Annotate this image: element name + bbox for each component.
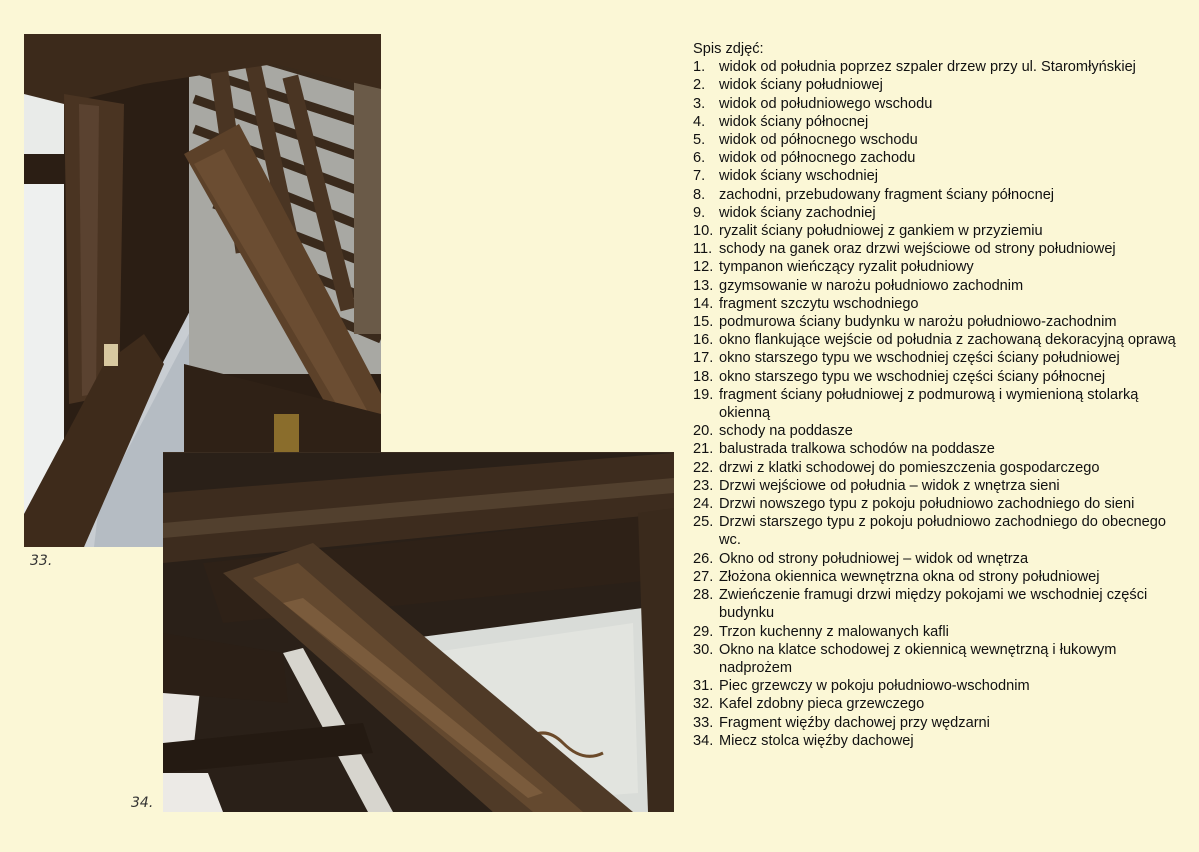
photo-label-34: 34. [131, 795, 154, 811]
list-item-text: ryzalit ściany południowej z gankiem w przyziemiu [719, 223, 1043, 240]
list-item-number: 10. [693, 223, 714, 240]
list-item-number: 26. [693, 550, 714, 567]
list-item-text: Złożona okiennica wewnętrzna okna od strony południowej [719, 568, 1100, 585]
list-item-number: 23. [693, 477, 714, 494]
list-item-text: Okno od strony południowej – widok od wnętrza [719, 550, 1029, 567]
list-item-text: okno flankujące wejście od południa z zachowaną dekoracyjną oprawą [719, 332, 1176, 349]
list-item-text: Piec grzewczy w pokoju południowo-wschodnim [719, 678, 1030, 695]
list-item-number: 30. [693, 641, 714, 658]
list-item-text: widok od północnego wschodu [719, 132, 918, 149]
list-item-text: Miecz stolca więźby dachowej [719, 732, 914, 749]
list-item [693, 440, 1183, 458]
list-item-text: schody na ganek oraz drzwi wejściowe od strony południowej [719, 241, 1116, 258]
list-item [693, 313, 1183, 331]
list-item-number: 6. [693, 150, 706, 167]
list-item [693, 95, 1183, 113]
list-item-number: 24. [693, 496, 714, 513]
list-item [693, 477, 1183, 495]
list-item [693, 677, 1183, 695]
list-item [693, 258, 1183, 276]
list-item-text: widok ściany wschodniej [719, 168, 878, 185]
list-item-text: Drzwi nowszego typu z pokoju południowo zachodniego do sieni [719, 496, 1135, 513]
list-item [693, 131, 1183, 149]
list-item [693, 513, 1183, 549]
list-item [693, 386, 1183, 422]
list-item [693, 586, 1183, 622]
list-item-number: 21. [693, 441, 714, 458]
list-item-number: 14. [693, 295, 714, 312]
list-item-text: Zwieńczenie framugi drzwi między pokojami we wschodniej części budynku [719, 587, 1148, 622]
list-item [693, 368, 1183, 386]
list-item-text: balustrada tralkowa schodów na poddasze [719, 441, 995, 458]
list-item [693, 149, 1183, 167]
photo-list-title: Spis zdjęć: [693, 41, 764, 57]
list-item-number: 17. [693, 350, 714, 367]
list-item-number: 33. [693, 714, 714, 731]
list-item-number: 5. [693, 132, 706, 149]
list-item-number: 15. [693, 314, 714, 331]
list-item-text: widok ściany zachodniej [719, 204, 876, 221]
list-item [693, 550, 1183, 568]
list-item-number: 2. [693, 77, 706, 94]
list-item-number: 9. [693, 204, 706, 221]
list-item [693, 277, 1183, 295]
list-item [693, 331, 1183, 349]
list-item-text: widok ściany północnej [719, 113, 869, 130]
list-item-number: 8. [693, 186, 706, 203]
list-item-number: 29. [693, 623, 714, 640]
photo-label-33: 33. [30, 553, 53, 569]
list-item-text: Okno na klatce schodowej z okiennicą wewnętrzną i łukowym nadprożem [719, 641, 1117, 676]
list-item [693, 422, 1183, 440]
list-item [693, 732, 1183, 750]
list-item-text: widok od południowego wschodu [719, 95, 933, 112]
list-item [693, 58, 1183, 76]
list-item-number: 18. [693, 368, 714, 385]
list-item [693, 204, 1183, 222]
list-item [693, 495, 1183, 513]
list-item-number: 22. [693, 459, 714, 476]
list-item-text: okno starszego typu we wschodniej części ściany południowej [719, 350, 1120, 367]
list-item-text: Drzwi wejściowe od południa – widok z wnętrza sieni [719, 477, 1060, 494]
list-item-number: 28. [693, 587, 714, 604]
list-item-number: 32. [693, 696, 714, 713]
list-item-text: zachodni, przebudowany fragment ściany północnej [719, 186, 1055, 203]
list-item-number: 11. [693, 241, 713, 258]
list-item [693, 76, 1183, 94]
list-item-text: Fragment więźby dachowej przy wędzarni [719, 714, 990, 731]
list-item [693, 714, 1183, 732]
list-item-number: 16. [693, 332, 714, 349]
photo-list-items [693, 58, 1183, 750]
list-item-number: 12. [693, 259, 714, 276]
list-item-number: 7. [693, 168, 706, 185]
list-item-number: 13. [693, 277, 714, 294]
list-item [693, 113, 1183, 131]
list-item [693, 240, 1183, 258]
list-item-number: 1. [693, 59, 706, 76]
photo-list [693, 40, 1183, 750]
list-item-number: 34. [693, 732, 714, 749]
list-item-number: 3. [693, 95, 706, 112]
list-item-number: 4. [693, 113, 706, 130]
list-item-text: Kafel zdobny pieca grzewczego [719, 696, 925, 713]
list-item-text: tympanon wieńczący ryzalit południowy [719, 259, 974, 276]
list-item [693, 167, 1183, 185]
list-item [693, 186, 1183, 204]
list-item-number: 25. [693, 514, 714, 531]
list-item-number: 27. [693, 568, 714, 585]
list-item-text: fragment ściany południowej z podmurową i wymienioną stolarką okienną [719, 386, 1139, 422]
list-item-text: widok od północnego zachodu [719, 150, 916, 167]
list-item [693, 295, 1183, 313]
list-item-text: Drzwi starszego typu z pokoju południowo zachodniego do obecnego wc. [719, 514, 1167, 549]
list-item [693, 349, 1183, 367]
list-item-text: schody na poddasze [719, 423, 853, 440]
list-item-text: Trzon kuchenny z malowanych kafli [719, 623, 949, 640]
list-item-text: fragment szczytu wschodniego [719, 295, 919, 312]
list-item [693, 623, 1183, 641]
list-item [693, 459, 1183, 477]
list-item-number: 31. [693, 678, 714, 695]
list-item-number: 20. [693, 423, 714, 440]
list-item [693, 222, 1183, 240]
photo-roof-beam-34 [163, 452, 674, 812]
list-item-text: widok ściany południowej [719, 77, 883, 94]
list-item [693, 568, 1183, 586]
list-item-number: 19. [693, 386, 714, 403]
list-item [693, 641, 1183, 677]
list-item-text: gzymsowanie w narożu południowo zachodnim [719, 277, 1024, 294]
list-item-text: okno starszego typu we wschodniej części ściany północnej [719, 368, 1106, 385]
list-item-text: drzwi z klatki schodowej do pomieszczenia gospodarczego [719, 459, 1100, 476]
list-item [693, 695, 1183, 713]
list-item-text: widok od południa poprzez szpaler drzew przy ul. Staromłyńskiej [719, 59, 1136, 76]
list-item-text: podmurowa ściany budynku w narożu południowo-zachodnim [719, 314, 1117, 331]
